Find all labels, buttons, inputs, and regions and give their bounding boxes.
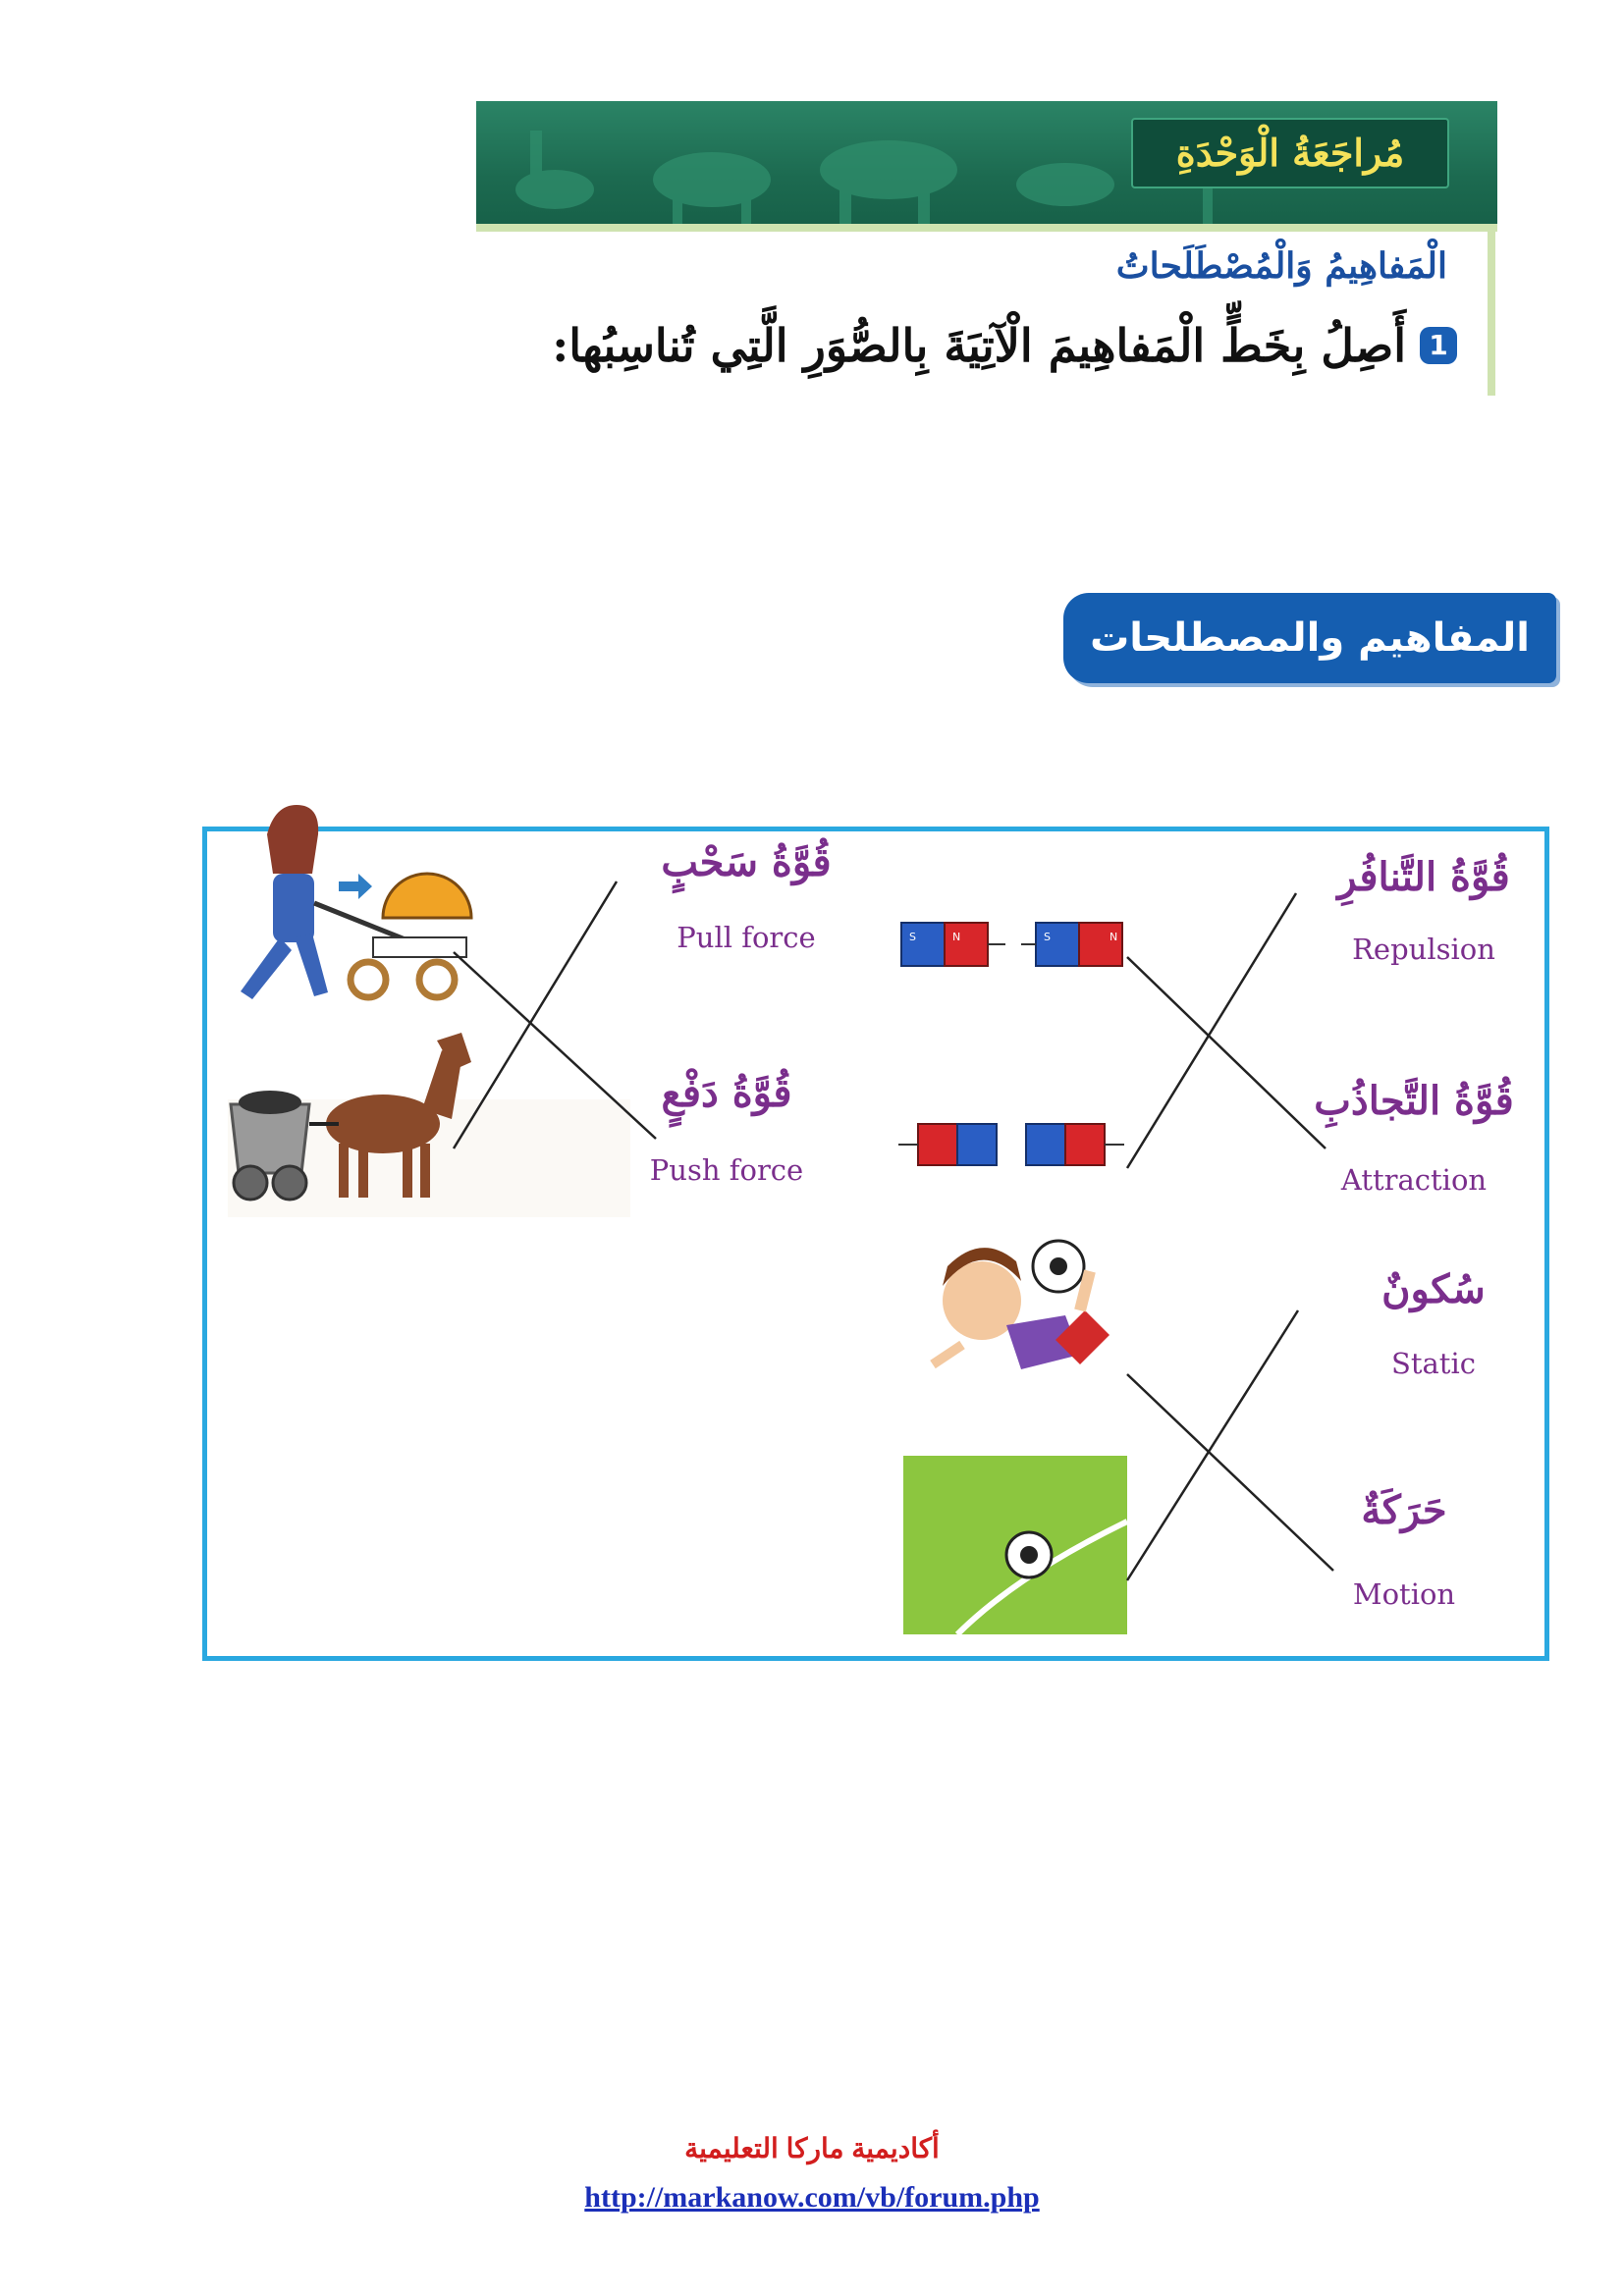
question-text: أَصِلُ بِخَطٍّ الْمَفاهِيمَ الْآتِيَةَ بِالصُّوَرِ الَّتِي تُناسِبُها: <box>552 319 1406 372</box>
magnets-repulsion-image <box>901 923 1122 966</box>
concepts-subheading: الْمَفاهِيمُ وَالْمُصْطَلَحاتُ <box>1115 245 1447 287</box>
repulsion-ar: قُوَّةُ التَّنافُرِ <box>1337 854 1510 900</box>
footer-link[interactable]: http://markanow.com/vb/forum.php <box>584 2181 1040 2214</box>
svg-text:N: N <box>1110 931 1118 943</box>
matching-lines <box>454 881 1333 1580</box>
static-en: Static <box>1391 1347 1476 1380</box>
motion-ar: حَرَكَةٌ <box>1361 1487 1447 1533</box>
concepts-tab-label: المفاهيم والمصطلحات <box>1090 615 1530 661</box>
attraction-ar: قُوَّةُ التَّجاذُبِ <box>1314 1078 1514 1124</box>
repulsion-en: Repulsion <box>1352 933 1495 966</box>
ball-on-field-image <box>903 1456 1127 1634</box>
pull-force-en: Pull force <box>677 921 816 954</box>
match-line <box>1127 893 1296 1168</box>
push-force-en: Push force <box>649 1153 804 1187</box>
question-number-badge: 1 <box>1420 327 1457 364</box>
magnets-attraction-image <box>898 1124 1124 1165</box>
svg-text:S: S <box>1044 931 1051 943</box>
match-line <box>1127 1310 1298 1580</box>
push-force-ar: قُوَّةُ دَفْعٍ <box>661 1070 792 1116</box>
banner-title: مُراجَعَةُ الْوَحْدَةِ <box>1175 131 1405 175</box>
svg-text:N: N <box>952 931 961 943</box>
match-line <box>1127 1374 1333 1571</box>
attraction-en: Attraction <box>1340 1163 1488 1197</box>
pull-force-ar: قُوَّةُ سَحْبٍ <box>661 839 832 885</box>
woman-pushing-stroller-image <box>241 805 471 999</box>
svg-text:S: S <box>909 931 916 943</box>
static-ar: سُكونٌ <box>1381 1266 1486 1312</box>
footer-organization: أكاديمية ماركا التعليمية <box>684 2133 940 2163</box>
motion-en: Motion <box>1352 1577 1456 1611</box>
boy-kicking-ball-image <box>933 1241 1110 1414</box>
